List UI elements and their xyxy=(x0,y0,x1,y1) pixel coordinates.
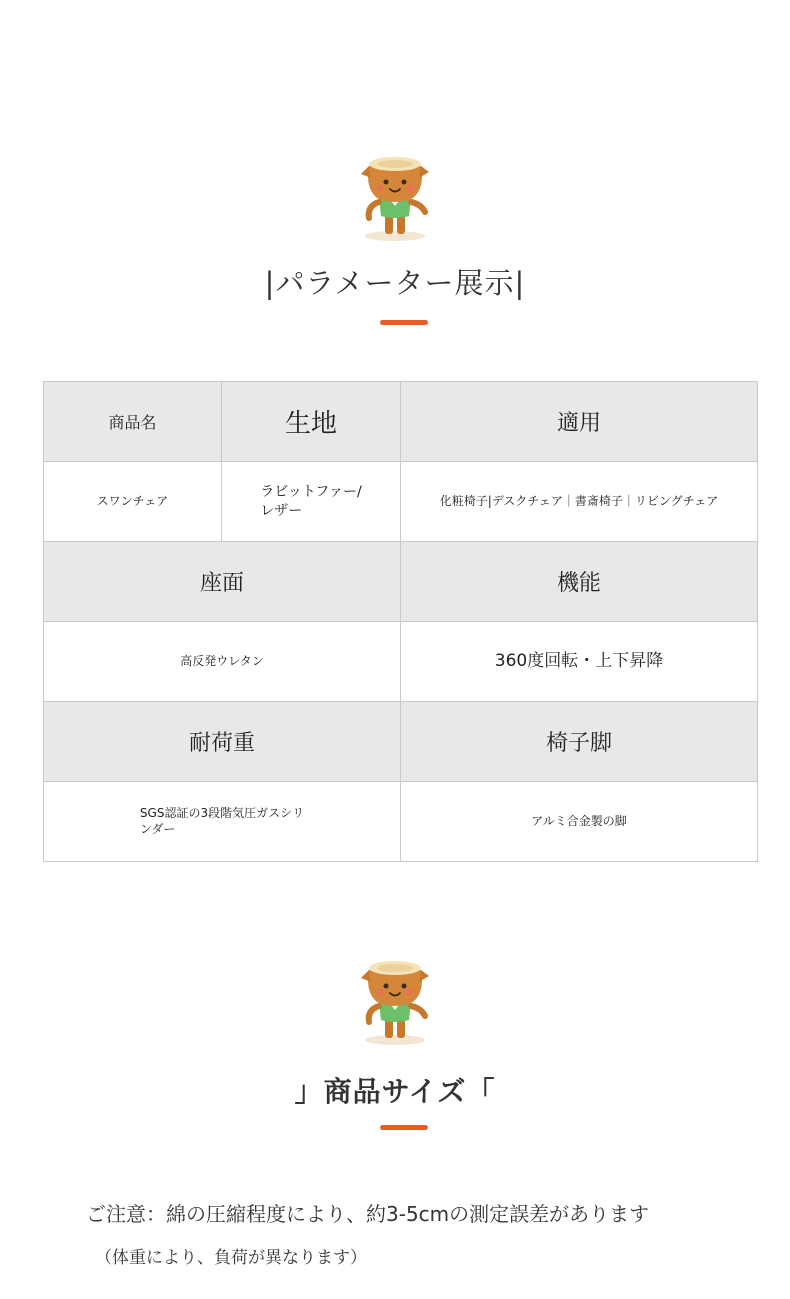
section-title-parameters: |パラメーター展示| xyxy=(264,266,526,300)
header-load-capacity: 耐荷重 xyxy=(44,702,401,782)
value-fabric xyxy=(222,462,401,542)
value-load-capacity xyxy=(44,782,401,862)
header-chair-legs: 椅子脚 xyxy=(401,702,758,782)
measurement-note: ご注意：綿の圧縮程度により、約3-5cmの測定誤差があります xyxy=(86,1202,650,1226)
value-text: 360度回転・上下昇降 xyxy=(494,651,664,672)
mascot-illustration xyxy=(355,148,435,244)
section-title-product-size: 」商品サイズ「 xyxy=(294,1075,496,1108)
title-underline xyxy=(380,1125,428,1130)
value-text: ラビットファー/ レザー xyxy=(260,484,362,519)
value-text: SGS認証の3段階気圧ガスシリ ンダー xyxy=(139,805,305,836)
table-row xyxy=(44,462,758,542)
parameter-table xyxy=(43,381,758,862)
table-row xyxy=(44,542,758,622)
value-text: 化粧椅子|デスクチェア｜書斎椅子｜リビングチェア xyxy=(439,493,719,508)
value-seat xyxy=(44,622,401,702)
table-row xyxy=(44,382,758,462)
value-text: アルミ合金製の脚 xyxy=(531,813,627,828)
header-fabric: 生地 xyxy=(222,382,401,462)
header-function: 機能 xyxy=(401,542,758,622)
title-underline xyxy=(380,320,428,325)
table-row xyxy=(44,702,758,782)
header-product-name: 商品名 xyxy=(44,382,222,462)
value-product-name xyxy=(44,462,222,542)
mascot-illustration xyxy=(355,952,435,1048)
value-text: スワンチェア xyxy=(96,493,169,508)
value-function xyxy=(401,622,758,702)
load-note: （体重により、負荷が異なります） xyxy=(95,1248,367,1268)
header-seat: 座面 xyxy=(44,542,401,622)
value-text: 高反発ウレタン xyxy=(180,653,264,668)
header-usage: 適用 xyxy=(401,382,758,462)
table-row xyxy=(44,622,758,702)
table-row xyxy=(44,782,758,862)
value-chair-legs xyxy=(401,782,758,862)
value-usage xyxy=(401,462,758,542)
